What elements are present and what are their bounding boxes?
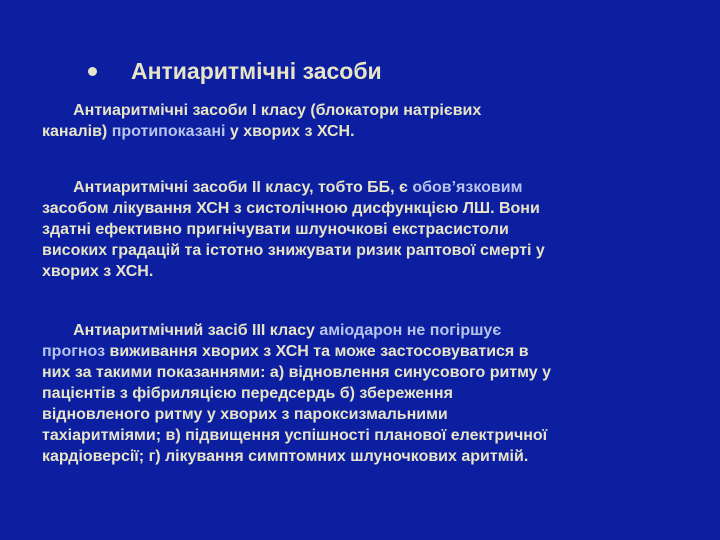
title-text: Антиаритмічні засоби xyxy=(131,58,382,84)
body-text: Антиаритмічні засоби ІІ класу, тобто ББ, є xyxy=(42,179,413,196)
text-line xyxy=(42,341,692,362)
text-line xyxy=(42,446,692,467)
body-text: каналів) xyxy=(42,123,112,140)
text-line xyxy=(42,198,692,219)
body-text: засобом лікування ХСН з систолічною дисфункцією ЛШ. Вони xyxy=(42,200,540,217)
body-text: хворих з ХСН. xyxy=(42,263,154,280)
body-text: Антиаритмічні засоби І класу (блокатори натрієвих xyxy=(42,102,482,119)
highlight-text: прогноз xyxy=(42,343,106,360)
text-line xyxy=(42,240,692,261)
bullet-dot-icon xyxy=(88,67,97,76)
body-text: здатні ефективно пригнічувати шлуночкові екстрасистоли xyxy=(42,221,509,238)
body-text: високих градацій та істотно знижувати ризик раптової смерті у xyxy=(42,242,545,259)
body-text: виживання хворих з ХСН та може застосовуватися в xyxy=(105,343,529,360)
body-text: Антиаритмічний засіб ІІІ класу xyxy=(42,322,320,339)
body-text: кардіоверсії; г) лікування симптомних шлуночкових аритмій. xyxy=(42,448,529,465)
body-text: них за такими показаннями: а) відновлення синусового ритму у xyxy=(42,364,551,381)
highlight-text: обов’язковим xyxy=(412,179,523,196)
text-line xyxy=(42,320,692,341)
paragraph-class-3 xyxy=(42,320,692,467)
highlight-text: протипоказані xyxy=(111,123,226,140)
body-text: тахіаритміями; в) підвищення успішності планової електричної xyxy=(42,427,548,444)
slide-title xyxy=(88,58,382,85)
body-text: пацієнтів з фібриляцією передсердь б) збереження xyxy=(42,385,453,402)
text-line xyxy=(42,362,692,383)
highlight-text: аміодарон не погіршує xyxy=(319,322,502,339)
paragraph-class-1 xyxy=(42,100,692,142)
text-line xyxy=(42,219,692,240)
text-line xyxy=(42,425,692,446)
body-text: у хворих з ХСН. xyxy=(225,123,355,140)
text-line xyxy=(42,404,692,425)
body-text: відновленого ритму у хворих з пароксизмальними xyxy=(42,406,448,423)
text-line xyxy=(42,100,692,121)
text-line xyxy=(42,121,692,142)
text-line xyxy=(42,261,692,282)
text-line xyxy=(42,383,692,404)
text-line xyxy=(42,177,692,198)
paragraph-class-2 xyxy=(42,177,692,282)
